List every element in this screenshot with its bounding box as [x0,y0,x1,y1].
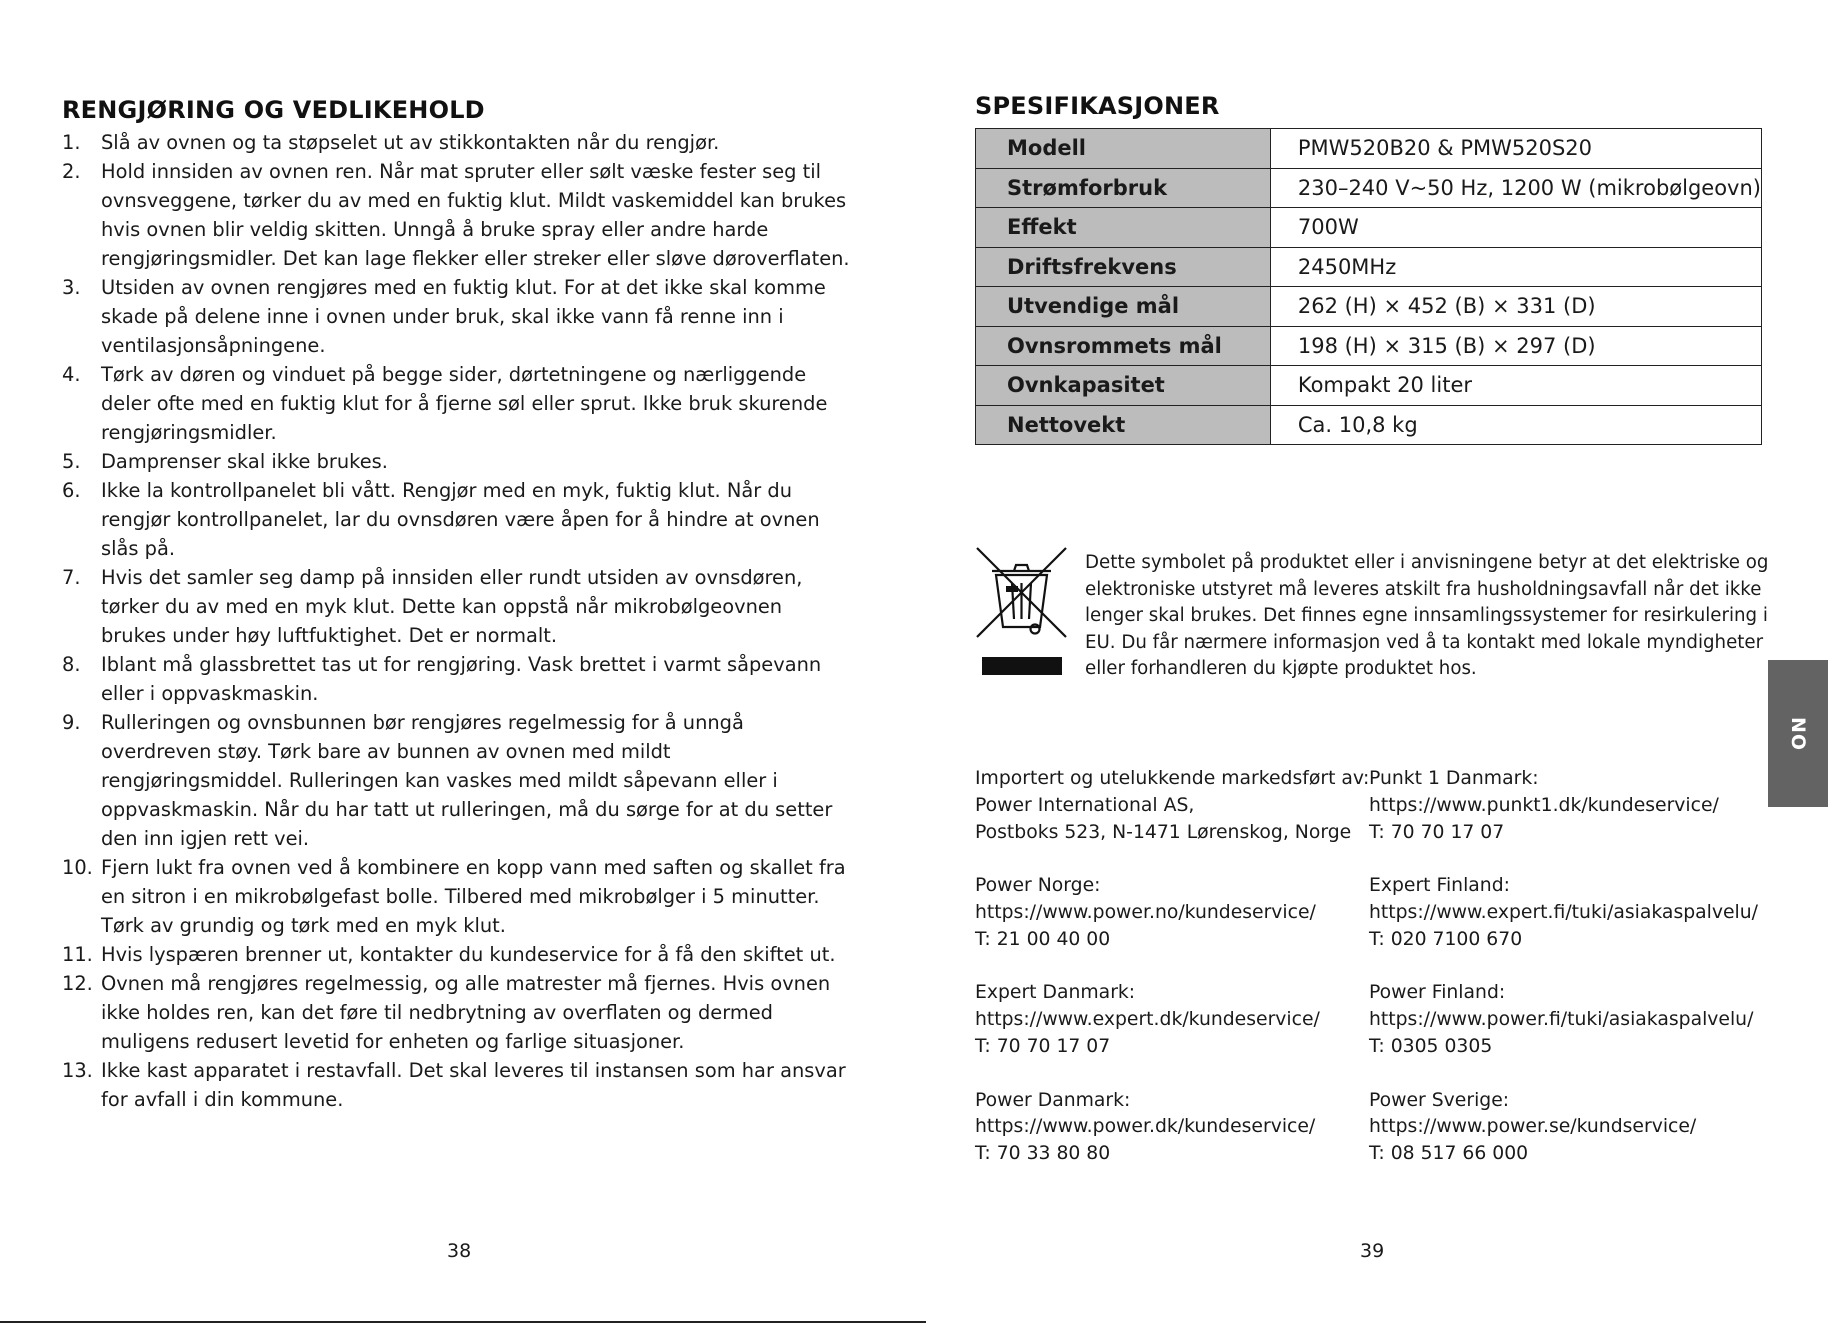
weee-crossed-bin-icon [974,545,1069,680]
list-item-number: 6. [62,479,81,502]
list-item-number: 2. [62,160,81,183]
cleaning-list-item [62,1056,852,1114]
cleaning-list-item [62,563,852,650]
spec-row [976,168,1762,208]
list-item-text: Hold innsiden av ovnen ren. Når mat spruter eller sølt væske fester seg til ovnsveggene, tørker du av med en fuktig klut. Mildt vaskemiddel kan brukes hvis ovnen blir veldig skitten. Unngå å bruke spray eller andre harde rengjøringsmidler. Det kan lage flekker eller streker eller sløve døroverflaten. [101,160,850,270]
contact-block [975,873,1365,953]
contact-phone: Postboks 523, N-1471 Lørenskog, Norge [975,821,1352,843]
contact-name: Power Danmark: [975,1089,1131,1111]
spec-row [976,247,1762,287]
contacts-right-column [1369,766,1789,1195]
spec-label: Ovnsrommets mål [976,326,1271,366]
contact-block [975,980,1365,1060]
contact-phone: T: 21 00 40 00 [975,928,1111,950]
right-page [914,0,1828,1324]
spec-label: Ovnkapasitet [976,366,1271,406]
cleaning-list-item [62,969,852,1056]
spec-value: Kompakt 20 liter [1270,366,1761,406]
spec-value: PMW520B20 & PMW520S20 [1270,129,1761,169]
list-item-text: Utsiden av ovnen rengjøres med en fuktig klut. For at det ikke skal komme skade på delene inne i ovnen under bruk, skal ikke vann få renne inn i ventilasjonsåpningene. [101,276,826,357]
contact-detail: https://www.power.no/kundeservice/ [975,901,1316,923]
contact-detail: Power International AS, [975,794,1195,816]
contact-detail: https://www.power.dk/kundeservice/ [975,1116,1316,1138]
specifications-table [975,128,1762,445]
list-item-number: 9. [62,711,81,734]
spec-label: Modell [976,129,1271,169]
bottom-rule-divider [0,1321,926,1323]
spec-row [976,405,1762,445]
spec-row [976,129,1762,169]
spec-label: Nettovekt [976,405,1271,445]
list-item-text: Rulleringen og ovnsbunnen bør rengjøres regelmessig for å unngå overdreven støy. Tørk bare av bunnen av ovnen med mildt rengjøringsmiddel. Rulleringen kan vaskes med mildt såpevann eller i oppvaskmaskin. Når du har tatt ut rulleringen, må du sørge for at du setter den inn igjen rett vei. [101,711,833,850]
contact-block [1369,980,1789,1060]
list-item-number: 10. [62,856,93,879]
spec-row [976,208,1762,248]
list-item-number: 12. [62,972,93,995]
page-number-left: 38 [447,1240,472,1262]
list-item-number: 8. [62,653,81,676]
spec-row [976,366,1762,406]
contact-detail: https://www.power.se/kundservice/ [1369,1116,1697,1138]
contact-name: Expert Finland: [1369,875,1510,897]
list-item-number: 7. [62,566,81,589]
contact-phone: T: 08 517 66 000 [1369,1143,1529,1165]
spec-label: Effekt [976,208,1271,248]
language-tab-label: NO [1787,716,1809,751]
contact-phone: T: 020 7100 670 [1369,928,1523,950]
list-item-text: Fjern lukt fra ovnen ved å kombinere en kopp vann med saften og skallet fra en sitron i en mikrobølgefast bolle. Tilbered med mikrobølger i 5 minutter. Tørk av grundig og tørk med en myk klut. [101,856,846,937]
list-item-number: 5. [62,450,81,473]
contact-name: Expert Danmark: [975,982,1136,1004]
contact-phone: T: 70 70 17 07 [1369,821,1505,843]
spec-value: 700W [1270,208,1761,248]
cleaning-list-item [62,157,852,273]
list-item-text: Ovnen må rengjøres regelmessig, og alle matrester må fjernes. Hvis ovnen ikke holdes ren, kan det føre til nedbrytning av overflaten og dermed muligens redusert levetid for enheten og farlige situasjoner. [101,972,831,1053]
cleaning-section-title: RENGJØRING OG VEDLIKEHOLD [62,96,485,124]
spec-label: Strømforbruk [976,168,1271,208]
page-number-right: 39 [1360,1240,1385,1262]
specifications-title: SPESIFIKASJONER [975,92,1220,120]
list-item-text: Hvis det samler seg damp på innsiden eller rundt utsiden av ovnsdøren, tørker du av med en myk klut. Dette kan oppstå når mikrobølgeovnen brukes under høy luftfuktighet. Det er normalt. [101,566,803,647]
contact-phone: T: 70 33 80 80 [975,1143,1111,1165]
spec-value: Ca. 10,8 kg [1270,405,1761,445]
cleaning-list-item [62,650,852,708]
spec-value: 262 (H) × 452 (B) × 331 (D) [1270,287,1761,327]
contact-name: Punkt 1 Danmark: [1369,768,1539,789]
list-item-number: 13. [62,1059,93,1082]
list-item-text: Tørk av døren og vinduet på begge sider, dørtetningene og nærliggende deler ofte med en fuktig klut for å fjerne søl eller sprut. Ikke bruk skurende rengjøringsmidler. [101,363,828,444]
cleaning-instructions-list [62,128,852,1114]
contact-phone: T: 0305 0305 [1369,1035,1493,1057]
spec-row [976,326,1762,366]
cleaning-list-item [62,940,852,969]
list-item-number: 11. [62,943,93,966]
cleaning-list-item [62,447,852,476]
spec-value: 198 (H) × 315 (B) × 297 (D) [1270,326,1761,366]
cleaning-list-item [62,708,852,853]
weee-disposal-notice: Dette symbolet på produktet eller i anvisningene betyr at det elektriske og elektroniske utstyret må leveres atskilt fra husholdningsavfall når det ikke lenger skal brukes. Det finnes egne innsamlingssystemer for resirkulering i EU. Du får nærmere informasjon ved å ta kontakt med lokale myndigheter eller forhandleren du kjøpte produktet hos. [1085,552,1769,679]
cleaning-list-item [62,273,852,360]
cleaning-list-item [62,476,852,563]
spec-label: Driftsfrekvens [976,247,1271,287]
contact-name: Importert og utelukkende markedsført av: [975,768,1370,789]
contact-block [1369,1088,1789,1168]
list-item-text: Ikke kast apparatet i restavfall. Det skal leveres til instansen som har ansvar for avfall i din kommune. [101,1059,846,1111]
contact-detail: https://www.power.fi/tuki/asiakaspalvelu/ [1369,1009,1754,1031]
list-item-number: 4. [62,363,81,386]
list-item-text: Iblant må glassbrettet tas ut for rengjøring. Vask brettet i varmt såpevann eller i oppvaskmaskin. [101,653,822,705]
contact-name: Power Finland: [1369,982,1506,1004]
contact-detail: https://www.expert.dk/kundeservice/ [975,1009,1320,1031]
contact-block [1369,873,1789,953]
contact-detail: https://www.expert.fi/tuki/asiakaspalvelu/ [1369,901,1758,923]
language-tab [1768,660,1828,807]
contact-block [975,1088,1365,1168]
spec-label: Utvendige mål [976,287,1271,327]
spec-value: 2450MHz [1270,247,1761,287]
cleaning-list-item [62,128,852,157]
list-item-text: Damprenser skal ikke brukes. [101,450,388,473]
contact-detail: https://www.punkt1.dk/kundeservice/ [1369,794,1719,816]
list-item-text: Hvis lyspæren brenner ut, kontakter du kundeservice for å få den skiftet ut. [101,943,836,966]
list-item-text: Slå av ovnen og ta støpselet ut av stikkontakten når du rengjør. [101,131,720,154]
contacts-left-column [975,766,1370,1195]
list-item-number: 3. [62,276,81,299]
cleaning-list-item [62,360,852,447]
list-item-number: 1. [62,131,81,154]
contact-block [975,766,1370,846]
contact-name: Power Sverige: [1369,1089,1510,1111]
cleaning-list-item [62,853,852,940]
contact-name: Power Norge: [975,875,1101,897]
list-item-text: Ikke la kontrollpanelet bli vått. Rengjør med en myk, fuktig klut. Når du rengjør kontrollpanelet, lar du ovnsdøren være åpen for å hindre at ovnen slås på. [101,479,820,560]
contact-block [1369,766,1789,846]
contact-phone: T: 70 70 17 07 [975,1035,1111,1057]
spec-value: 230–240 V~50 Hz, 1200 W (mikrobølgeovn) [1270,168,1761,208]
spec-row [976,287,1762,327]
